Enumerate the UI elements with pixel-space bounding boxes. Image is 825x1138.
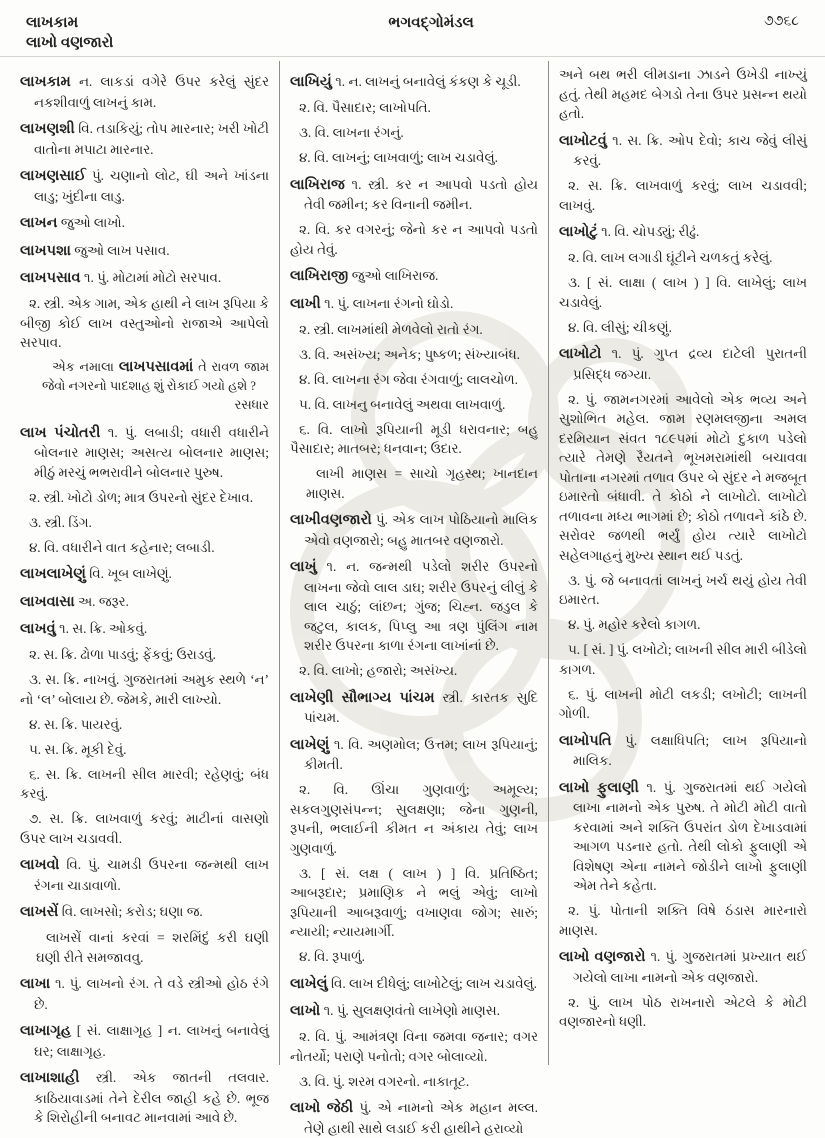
definition-text: ૩. વિ. પું. શરમ વગરનો. નાકાતૂટ. — [299, 1073, 470, 1089]
dictionary-entry — [20, 72, 269, 112]
sub-definition — [290, 395, 538, 415]
definition-text: ૧. પું. ગુજરાતમાં પ્રખ્યાત થઈ ગયેલો લાખા નામનો એક વણજારો. — [573, 949, 807, 985]
definition-text: ૧. પું. સુલક્ષણવંતો લાખેણો માણસ. — [320, 1003, 500, 1018]
headword: લાખવો — [20, 857, 60, 873]
sub-definition — [290, 420, 538, 459]
definition-text: લાખસેં વાનાં કરવાં = શરમિંદું કરી ઘણી ઘણી રીતે સમજાવવુ. — [36, 930, 269, 965]
dictionary-entry — [290, 294, 538, 315]
definition-text: ૫. સ. ક્રિ. મૂકી દેવું. — [29, 741, 127, 757]
definition-text: ૧. પું. ગુપ્ત દ્રવ્ય દાટેલી પુરાતની પ્રસિદ્ધ જગ્યા. — [573, 346, 807, 382]
guide-word-bottom: લાખો વણજારો — [0, 32, 825, 57]
definition-text: ૧. સ. ક્રિ. ઓકવું. — [55, 621, 148, 636]
dictionary-entry — [20, 1068, 269, 1128]
definition-text: ૨. વિ. કર વગરનું; જેનો કર ન આપવો પડતો હોય તેવું. — [290, 222, 538, 257]
definition-text: ૩. પું. જે બનાવતાં લાખનું ખર્ચ થયું હોય તેવી ઇમારત. — [559, 572, 807, 607]
definition-text: સ્ત્રી. એક જાતની તલવાર. કાઠિયાવાડમાં તેને દેરીલ જાહી કહે છે. ભૂજ કે શિરોહીની બનાવટ માનવામાં આવે છે. — [34, 1070, 269, 1125]
idiom-line — [36, 928, 269, 967]
dictionary-entry — [20, 564, 269, 585]
definition-text: ૩. સ. ક્રિ. નાખવું. ગુજરાતમાં અમુક સ્થળે ‘ન’ નો ‘લ’ બોલાય છે. જેમકે, મારી લાખ્યો. — [20, 672, 269, 707]
dictionary-entry — [559, 344, 807, 384]
sub-definition — [290, 98, 538, 118]
dictionary-entry — [559, 222, 807, 243]
dictionary-entry — [20, 619, 269, 640]
headword: લાખવાસા — [20, 593, 75, 610]
usage-quote — [42, 358, 269, 395]
book-title: ભગવદ્ગોમંડલ — [388, 15, 474, 31]
definition-text: જુઓ લાખો. — [57, 215, 125, 230]
dictionary-entry — [290, 510, 538, 550]
sub-definition — [290, 220, 538, 259]
definition-text: પું. લક્ષાધિપતિ; લાખ રૂપિયાનો માલિક. — [573, 732, 807, 768]
headword: લાખિયું — [290, 74, 332, 90]
definition-text: ૨. વિ. પું. આમંત્રણ વિના જમવા જનાર; વગર નોતર્યો; પરાણે પનોતો; વગર બોલાવ્યો. — [290, 1029, 538, 1064]
sub-definition — [20, 294, 269, 353]
headword: લાખિરાજી — [290, 268, 349, 284]
dictionary-entry — [20, 1021, 269, 1061]
dictionary-entry — [290, 688, 538, 728]
headword: લાખું — [290, 559, 317, 575]
headword: લાખો વણજારો — [559, 949, 646, 965]
dictionary-entry — [20, 241, 269, 262]
sub-definition — [559, 685, 807, 724]
headword: લાખેણી સૌભાગ્ય પાંચમ — [290, 689, 435, 706]
sub-definition — [290, 661, 538, 681]
definition-text: ૭. સ. ક્રિ. લાખવાળું કરવું; માટીનાં વાસણો ઉપર લાખ ચડાવવી. — [20, 811, 269, 846]
headword: લાખીવણજારો — [290, 512, 372, 528]
sub-definition — [559, 615, 807, 635]
dictionary-entry — [559, 947, 807, 987]
definition-text: ૨. વિ. ઊંચા ગુણવાળું; અમૂલ્ય; સકલગુણસંપન્ન; સુલક્ષણા; જેના ગુણની, રૂપની, ભલાઈની કીમત ન અંકાય તેવું; લાખ ગુણવાળું. — [290, 782, 538, 856]
definition-text: ૬. સ. ક્રિ. લાખની સીલ મારવી; રહેણવું; બંધ કરવું. — [20, 766, 269, 801]
headword: લાખન — [20, 215, 58, 231]
definition-text: અ. જરૂર. — [74, 593, 129, 609]
dictionary-entry — [20, 423, 269, 483]
definition-text: ૩. વિ. લાખના રંગનું. — [299, 125, 404, 140]
definition-text: ૧. સ્ત્રી. કર ન આપવો પડતો હોય તેવી જમીન; કર વિનાની જમીન. — [304, 176, 538, 212]
dictionary-entry — [20, 268, 269, 289]
sub-definition — [290, 345, 538, 365]
guide-word-top: લાખકામ — [26, 15, 79, 31]
sub-definition — [559, 993, 807, 1032]
headword: લાખોટું — [559, 224, 598, 240]
sub-definition — [20, 765, 269, 804]
definition-text: લાખી માણસ = સાચો ગૃહસ્થ; ખાનદાન માણસ. — [306, 466, 538, 501]
definition-text: ૨. પું. પોતાની શક્તિ વિષે ઠંડાસ મારનારો માણસ. — [559, 903, 807, 938]
quote-source — [20, 396, 269, 416]
definition-text: ૫. [ સં. ] પું. લખોટો; લાખની સીલ મારી બીડેલો કાગળ. — [559, 642, 807, 677]
dictionary-entry — [290, 557, 538, 656]
dictionary-entry — [20, 855, 269, 895]
definition-text: ૧. પું. લાખનો રંગ. તે વડે સ્ત્રીઓ હોઠ રંગે છે. — [34, 976, 269, 1012]
headword: લાખેલું — [290, 975, 328, 992]
sub-definition — [559, 390, 807, 566]
sub-definition — [559, 901, 807, 940]
headword: લાખો — [290, 1003, 321, 1019]
column-2 — [279, 61, 548, 1136]
headword: લાખાશાહી — [20, 1070, 80, 1086]
definition-text: સ્ત્રી. કારતક સુદિ પાંચમ. — [304, 689, 538, 725]
definition-text: ૨. વિ. લાખો; હજારો; અસંખ્ય. — [299, 663, 458, 678]
sub-definition — [20, 513, 269, 533]
dictionary-entry — [20, 974, 269, 1014]
sub-definition — [290, 320, 538, 340]
sub-definition — [559, 571, 807, 610]
sub-definition — [20, 488, 269, 508]
headword: લાખાગૃહ — [20, 1023, 72, 1039]
definition-text: રસધાર — [234, 398, 269, 412]
definition-text: પું. એક લાખ પોઠિયાનો માલિક એવો વણજારો; બહુ માતબર વણજારો. — [304, 512, 538, 548]
definition-text: ૪. વિ. વધારીને વાત કહેનાર; લબાડી. — [29, 539, 215, 555]
sub-definition — [20, 715, 269, 735]
dictionary-entry — [290, 266, 538, 287]
headword: લાખપસાવમાં — [118, 359, 194, 375]
dictionary-entry — [290, 1001, 538, 1022]
definition-text: ૨. સ્ત્રી. એક ગામ, એક હાથી ને લાખ રૂપિયા કે બીજી કોઈ લાખ વસ્તુઓનો રાજાએ આપેલો સરપાવ. — [20, 296, 269, 350]
headword: લાખોટો — [559, 346, 602, 362]
definition-text: ૨. વિ. લાખ લગાડી ઘૂંટીને ચળકતું કરેલું. — [568, 250, 773, 265]
headword: લાખણસાઈ — [20, 168, 86, 184]
definition-text: ૫. વિ. લાખનુ બનાવેલું અથવા લાખવાળું. — [299, 396, 506, 412]
sub-definition — [290, 780, 538, 858]
sub-definition — [290, 864, 538, 942]
column-1 — [10, 61, 279, 1125]
definition-text: ૪. વિ. રૂપાળું. — [299, 949, 365, 964]
dictionary-entry — [290, 1098, 538, 1138]
definition-text: ૧. ન. જન્મથી પડેલો શરીર ઉપરનો લાખના જેવો લાલ ડાઘ; શરીર ઉપરનું લીલું કે લાલ ચાઠું; લાંછન; ગુંજ; ચિહ્ન. જડુલ કે જટુલ, કાલક, પિપ્લુ આ ત્રણ પુંલિંગ નામ શરીર ઉપરના કાળા રંગના લાખાંનાં છે. — [304, 559, 538, 653]
definition-text: ૧. પું. લાખના રંગનો ઘોડો. — [320, 295, 454, 311]
definition-text: જુઓ લાખ પસાવ. — [70, 242, 170, 258]
definition-text: ૪. વિ. લાખનું; લાખવાળું; લાખ ચડાવેલું. — [299, 150, 498, 165]
definition-text: પું. એ નામનો એક મહાન મલ્લ. તેણે હાથી સાથે લડાઈ કરી હાથીને હરાવ્યો — [304, 1100, 538, 1136]
sub-definition — [290, 370, 538, 390]
definition-text: ૬. વિ. લાખો રૂપિયાની મૂડી ધરાવનાર; બહુ પૈસાદાર; માતબર; ધનવાન; ઉદાર. — [290, 421, 538, 456]
headword: લાખોપતિ — [559, 732, 612, 749]
definition-text: જુઓ લાખિરાજ. — [348, 268, 439, 283]
dictionary-entry — [290, 72, 538, 93]
sub-definition — [20, 809, 269, 848]
headword: લાખા — [20, 976, 51, 992]
sub-definition — [20, 645, 269, 665]
definition-text: ૧. વિ. અણમોલ; ઉત્તમ; લાખ રૂપિયાનું; કીમતી. — [304, 736, 538, 772]
sub-definition — [20, 538, 269, 558]
entry-continuation — [559, 65, 807, 124]
headword: લાખસેં — [20, 904, 59, 920]
sub-definition — [559, 640, 807, 679]
column-3 — [548, 61, 817, 1065]
definition-text: ૧. પું. ગુજરાતમાં થઈ ગયેલો લાખા નામનો એક પુરુષ. તે મોટી મોટી વાતો કરવામાં અને શક્તિ ઉપરાંત ડોળ દેખાડવામાં આગળ પડનાર હતો. તેથી લોકો ફુલાણી એ વિશેષણ એના નામને જોડીને લાખો ફુલાણી એમ તેને કહેતા. — [573, 779, 807, 893]
dictionary-entry — [20, 166, 269, 206]
sub-definition — [559, 318, 807, 338]
dictionary-entry — [559, 778, 807, 896]
text-columns — [0, 57, 825, 1136]
headword: લાખકામ — [20, 74, 71, 90]
definition-text: પું. ચણાનો લોટ, ઘી અને ખાંડના લાડુ; ખુંદીના લાડુ. — [34, 168, 269, 204]
sub-definition — [290, 1072, 538, 1092]
dictionary-entry — [559, 131, 807, 171]
sub-definition — [559, 273, 807, 312]
definition-text: ૧. સ. ક્રિ. ઓપ દેવો; કાચ જેવું લીસું કરવું. — [573, 132, 807, 168]
definition-text: ન. લાકડાં વગેરે ઉપર કરેલું સુંદર નકશીવાળું લાખનું કામ. — [34, 74, 269, 110]
sub-definition — [20, 670, 269, 709]
definition-text: ૪. સ. ક્રિ. પાયરવું. — [29, 716, 123, 732]
sub-definition — [20, 740, 269, 760]
definition-text: ૨. સ્ત્રી. ખોટો ડોળ; માત્ર ઉપરનો સુંદર દેખાવ. — [29, 489, 254, 505]
definition-text: ૪. પું. મહોર કરેલો કાગળ. — [568, 617, 701, 632]
dictionary-entry — [290, 735, 538, 775]
dictionary-entry — [20, 213, 269, 234]
headword: લાખોટવું — [559, 132, 607, 149]
headword: લાખણશી — [20, 121, 75, 137]
page-number: ૭૭૬૮ — [764, 14, 799, 29]
definition-text: ૨. સ. ક્રિ. લાખવાળું કરવું; લાખ ચડાવવી; લાખવું. — [559, 178, 807, 213]
definition-text: ૨. સ્ત્રી. લાખમાંથી મેળવેલો રાતો રંગ. — [299, 321, 483, 337]
sub-definition — [559, 248, 807, 268]
dictionary-entry — [559, 731, 807, 771]
definition-text: ૩. સ્ત્રી. ડિંગ. — [29, 514, 92, 530]
headword: લાખપશા — [20, 242, 71, 259]
sub-definition — [290, 1027, 538, 1066]
definition-text: ૨. વિ. પૈસાદાર; લાખોપતિ. — [299, 100, 431, 115]
definition-text: ૨. પું. જામનગરમાં આવેલો એક ભવ્ય અને સુશોભિત મહેલ. જામ રણમલજીના અમલ દરમિયાન સંવત ૧૮૯૫માં મોટો દુકાળ પડેલો ત્યારે તેમણે રૈયતને ભૂખમરામાંથી બચાવવા પોતાના નગરમાં તળાવ ઉપર બે સુંદર ને મજબૂત ઇમારતો બંધાવી. તે કોઠો ને લાખોટો. લાખોટો તળાવના મધ્ય ભાગમાં છે; કોઠો તળાવને કાંઠે છે. સરોવર જળથી ભર્યું હોય ત્યારે લાખોટો સહેલગાહનું મુખ્ય સ્થાન થઈ પડતું. — [559, 391, 807, 563]
sub-definition — [290, 123, 538, 143]
dictionary-entry — [20, 902, 269, 923]
headword: લાખપસાવ — [20, 270, 81, 286]
definition-text: ૧. પું. લબાડી; વધારી વધારીને બોલનાર માણસ; અસત્ય બોલનાર માણસ; મીઠું મરચું ભભરાવીને બોલનાર પુરુષ. — [34, 424, 269, 480]
definition-text: ૩. [ સં. લાક્ષા ( લાખ ) ] વિ. લાખેલું; લાખ ચડાવેલું. — [559, 275, 807, 310]
definition-text: ૬. પું. લાખની મોટી લકડી; લખોટી; લાખની ગોળી. — [559, 686, 807, 721]
definition-text: અને બથ ભરી લીમડાના ઝાડને ઉખેડી નાખ્યું હતું. તેથી મહમદ બેગડો તેના ઉપર પ્રસન્ન થયો હતો. — [559, 67, 807, 121]
sub-definition — [559, 176, 807, 215]
definition-text: વિ. પું. ચામડી ઉપરના જન્મથી લાખ રંગના ચાડાવાળો. — [34, 857, 269, 893]
definition-text: તે રાવળ જામ જેવો નગરનો પાદશાહ શું રોકાઈ ગયો હશે ? — [42, 360, 270, 393]
definition-text: ૧. ન. લાખનું બનાવેલું કંકણ કે ચૂડી. — [331, 74, 521, 89]
headword: લાખિરાજ — [290, 176, 345, 193]
headword: લાખ પંચોતરી — [20, 424, 101, 441]
definition-text: ૧. વિ. ચોપડ્યું; રીઢું. — [597, 224, 700, 239]
dictionary-entry — [290, 974, 538, 995]
definition-text: ૪. વિ. લાખના રંગ જેવા રંગવાળું; લાલચોળ. — [299, 371, 518, 387]
idiom-line — [306, 464, 538, 503]
page-header — [0, 0, 825, 32]
definition-text: વિ. લાખ દીધેલું; લાખોટેલું; લાખ ચડાવેલું. — [327, 975, 538, 991]
definition-text: ૪. વિ. લીસું; ચીકણું. — [568, 319, 672, 335]
definition-text: ૨. પું. લાખ પોઠ રાખનારો એટલે કે મોટી વણજારનો ધણી. — [559, 994, 807, 1029]
definition-text: [ સં. લાક્ષાગૃહ ] ન. લાખનું બનાવેલું ઘર; લાક્ષાગૃહ. — [34, 1023, 269, 1059]
definition-text: ૨. સ. ક્રિ. ઢોળા પાડવું; ફેંકવું; ઉરાડવું. — [29, 647, 216, 662]
definition-text: વિ. ખૂબ લાખેણું. — [85, 566, 172, 581]
headword: લાખલાખેણું — [20, 566, 86, 582]
sub-definition — [290, 148, 538, 168]
headword: લાખવું — [20, 621, 56, 637]
headword: લાખો ફુલાણી — [559, 779, 639, 796]
dictionary-entry — [20, 592, 269, 613]
definition-text: ૩. [ સં. લક્ષ ( લાખ ) ] વિ. પ્રતિષ્ઠિત; આબરૂદાર; પ્રમાણિક ને ભલું એવું; લાખો રૂપિયાની આબરૂવાળું; વખાણવા જોગ; સારું; ન્યાયી; ન્યાયમાર્ગી. — [290, 865, 538, 939]
dictionary-entry — [290, 175, 538, 215]
definition-text: વિ. લાખસો; કરોડ; ઘણા જ. — [58, 904, 203, 919]
headword: લાખેણું — [290, 736, 330, 753]
headword: લાખો જેઠી — [290, 1100, 354, 1116]
headword: લાખી — [290, 295, 321, 312]
definition-text: ૧. પું. મોટામાં મોટો સરપાવ. — [80, 270, 222, 285]
dictionary-entry — [20, 119, 269, 159]
definition-text: વિ. તડાકિયું; તોપ મારનાર; ખરી ખોટી વાતોના મપાટા મારનાર. — [34, 121, 269, 157]
definition-text: એક નમાલા — [52, 360, 119, 374]
sub-definition — [290, 947, 538, 967]
definition-text: ૩. વિ. અસંખ્ય; અનેક; પુષ્કળ; સંખ્યાબંધ. — [299, 346, 521, 362]
